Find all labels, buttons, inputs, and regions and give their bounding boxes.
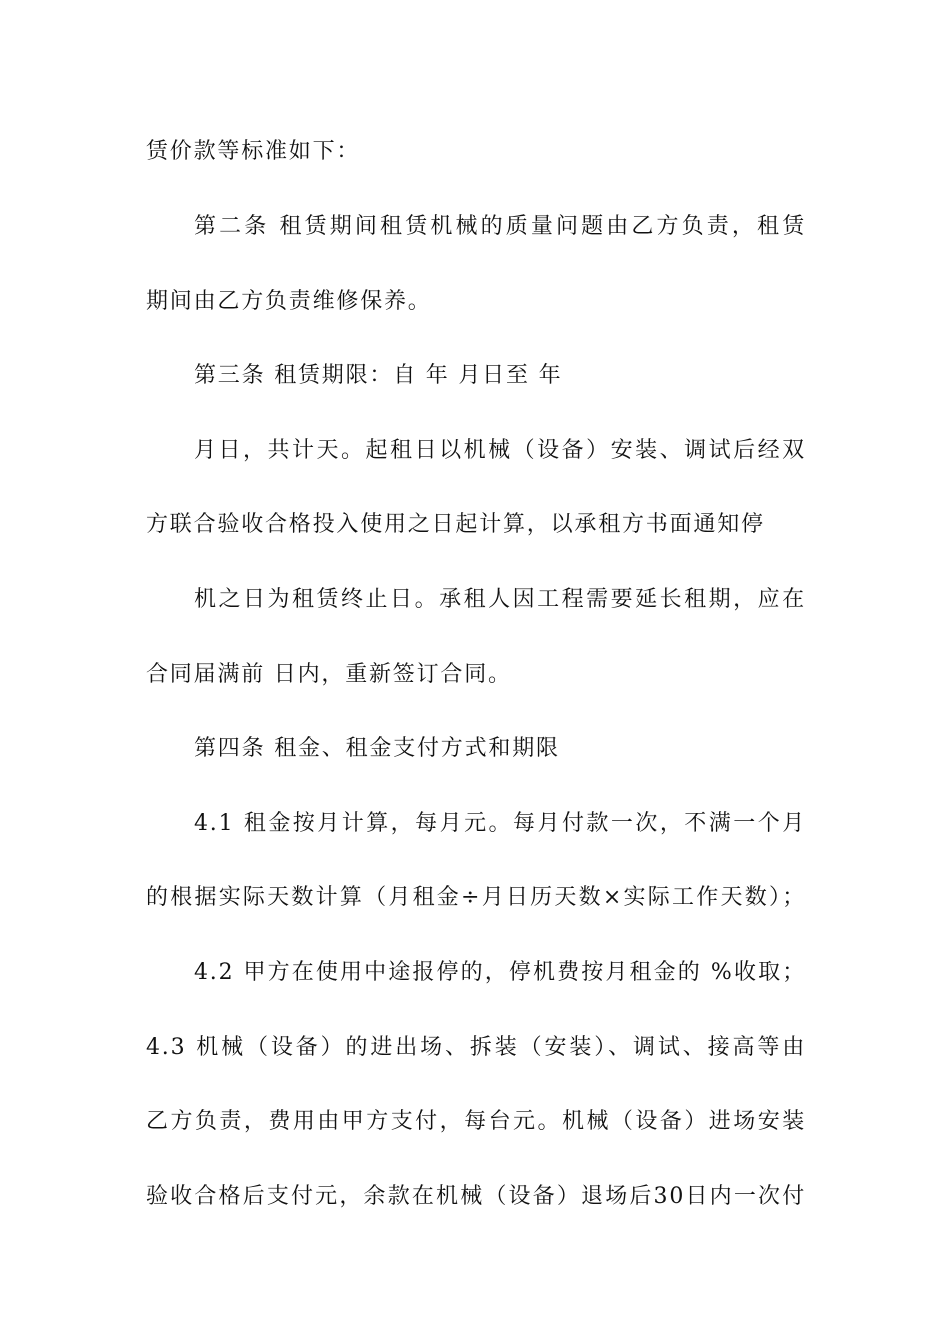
- text-line-10: 4.1 租金按月计算，每月元。每月付款一次，不满一个月: [194, 811, 806, 836]
- text-line-4: 第三条 租赁期限：自 年 月日至 年: [194, 363, 563, 388]
- text-line-11: 的根据实际天数计算（月租金÷月日历天数×实际工作天数）；: [146, 885, 806, 910]
- text-line-9: 第四条 租金、租金支付方式和期限: [194, 736, 560, 761]
- text-line-5: 月日，共计天。起租日以机械（设备）安装、调试后经双: [194, 438, 806, 463]
- text-line-8: 合同届满前 日内，重新签订合同。: [146, 662, 512, 687]
- text-line-6: 方联合验收合格投入使用之日起计算，以承租方书面通知停: [146, 512, 765, 537]
- text-line-14: 乙方负责，费用由甲方支付，每台元。机械（设备）进场安装: [146, 1109, 806, 1134]
- text-line-7: 机之日为租赁终止日。承租人因工程需要延长租期，应在: [194, 587, 806, 612]
- text-line-2: 第二条 租赁期间租赁机械的质量问题由乙方负责，租赁: [194, 214, 806, 239]
- text-line-1: 赁价款等标准如下：: [146, 139, 361, 164]
- text-line-15: 验收合格后支付元，余款在机械（设备）退场后30日内一次付: [146, 1184, 806, 1209]
- text-line-12: 4.2 甲方在使用中途报停的，停机费按月租金的 %收取；: [194, 960, 806, 985]
- text-line-13: 4.3 机械（设备）的进出场、拆装（安装）、调试、接高等由: [146, 1035, 806, 1060]
- text-line-3: 期间由乙方负责维修保养。: [146, 289, 432, 314]
